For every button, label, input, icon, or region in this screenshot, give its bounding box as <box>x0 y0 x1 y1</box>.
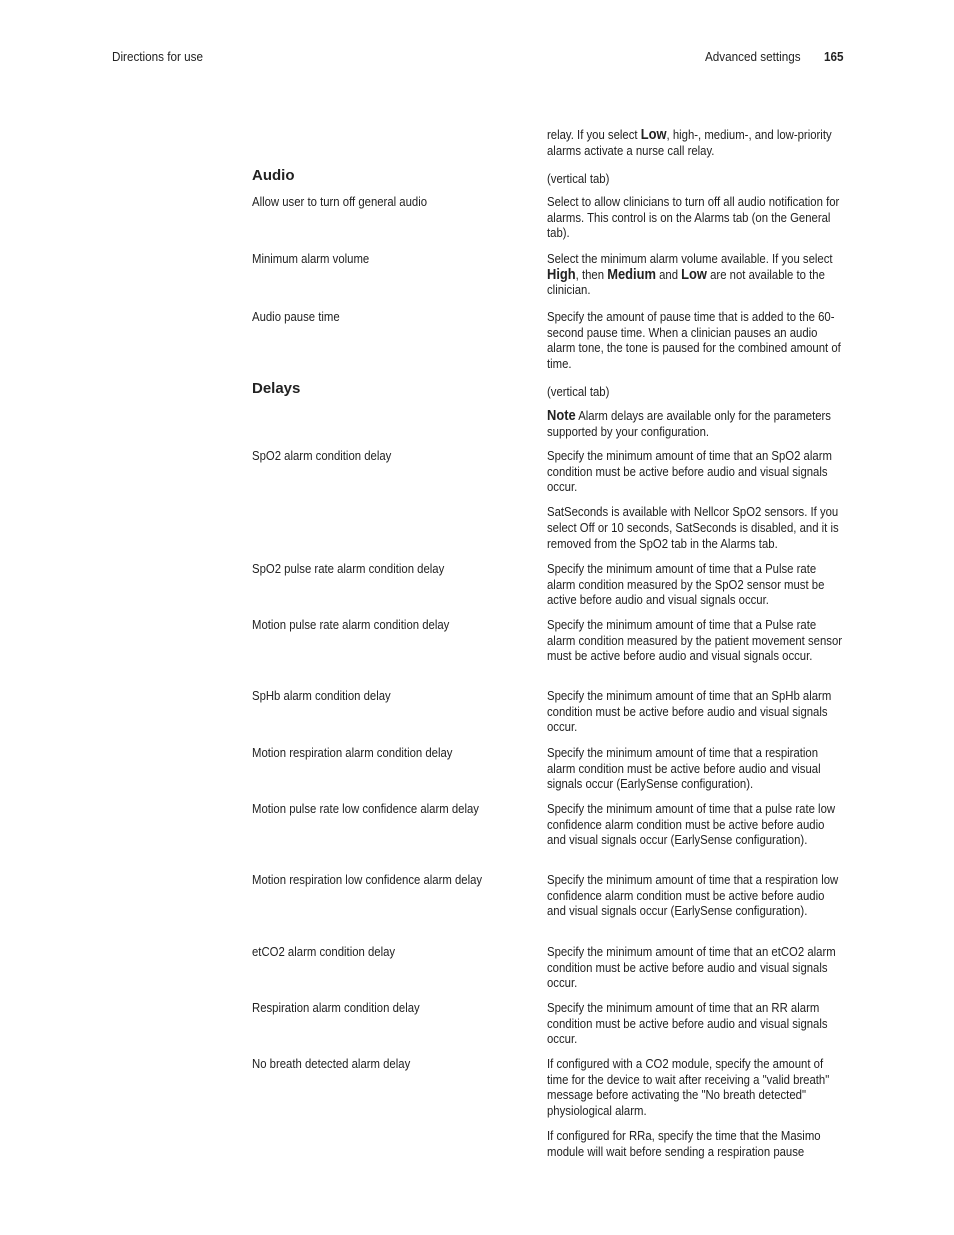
setting-label: Allow user to turn off general audio <box>252 194 428 209</box>
description-paragraph <box>547 688 843 735</box>
section-heading: Delays <box>252 380 301 397</box>
setting-label: No breath detected alarm delay <box>252 1056 411 1071</box>
description-paragraph <box>547 1128 843 1159</box>
description-paragraph <box>547 617 843 664</box>
description-paragraph <box>547 194 843 241</box>
text-run: Specify the minimum amount of time that a respiration low confidence alarm condition must be active before audio and visual signals occur (EarlySense configuration). <box>547 872 839 919</box>
description-paragraph <box>547 1000 843 1047</box>
description-paragraph <box>547 384 843 400</box>
description-paragraph <box>547 171 843 187</box>
text-run: are not available to the clinician. <box>547 266 825 298</box>
setting-description <box>547 801 843 857</box>
description-paragraph <box>547 448 843 495</box>
setting-description <box>547 688 843 744</box>
description-paragraph <box>547 127 843 158</box>
section-heading: Audio <box>252 167 295 184</box>
setting-label: Motion respiration low confidence alarm delay <box>252 872 483 887</box>
setting-description <box>547 127 843 167</box>
setting-description <box>547 944 843 1000</box>
text-run: Specify the amount of pause time that is added to the 60-second pause time. When a clinician pauses an audio alarm tone, the tone is paused for the combined amount of time. <box>547 309 841 372</box>
emphasis-term: Medium <box>607 265 656 283</box>
setting-label: SpO2 pulse rate alarm condition delay <box>252 561 445 576</box>
setting-description <box>547 1000 843 1056</box>
text-run: Specify the minimum amount of time that a respiration alarm condition must be active before audio and visual signals occur (EarlySense configuration). <box>547 745 821 792</box>
description-paragraph <box>547 801 843 848</box>
setting-label: Motion respiration alarm condition delay <box>252 745 453 760</box>
setting-description <box>547 561 843 617</box>
text-run: Specify the minimum amount of time that a Pulse rate alarm condition measured by the SpO2 sensor must be active before audio and visual signals occur. <box>547 561 825 608</box>
setting-description <box>547 384 843 409</box>
setting-description <box>547 309 843 381</box>
setting-label: Minimum alarm volume <box>252 251 370 266</box>
text-run: , then <box>575 266 608 282</box>
text-run: If configured with a CO2 module, specify the amount of time for the device to wait after receiving a "valid breath" message before activating the "No breath detected" physiological alarm. <box>547 1056 830 1119</box>
text-run: Select to allow clinicians to turn off all audio notification for alarms. This control is on the Alarms tab (on the General tab). <box>547 194 840 241</box>
text-run: Specify the minimum amount of time that an SpO2 alarm condition must be active before audio and visual signals occur. <box>547 448 832 495</box>
description-paragraph <box>547 561 843 608</box>
text-run: (vertical tab) <box>547 384 610 399</box>
setting-label: SpO2 alarm condition delay <box>252 448 392 463</box>
description-paragraph <box>547 745 843 792</box>
emphasis-term: Low <box>640 126 667 143</box>
emphasis-term: High <box>547 265 576 283</box>
text-run: , high-, medium-, and low-priority alarms activate a nurse call relay. <box>547 127 832 158</box>
running-header-left: Directions for use <box>112 49 204 64</box>
description-paragraph <box>547 309 843 372</box>
setting-description <box>547 408 843 448</box>
text-run: Specify the minimum amount of time that an RR alarm condition must be active before audio and visual signals occur. <box>547 1000 828 1047</box>
text-run: SatSeconds is available with Nellcor SpO2 sensors. If you select Off or 10 seconds, SatSeconds is disabled, and it is removed from the SpO2 tab in the Alarms tab. <box>547 504 839 551</box>
setting-label: SpHb alarm condition delay <box>252 688 391 703</box>
setting-description <box>547 872 843 928</box>
description-paragraph <box>547 408 843 439</box>
setting-label: Respiration alarm condition delay <box>252 1000 420 1015</box>
setting-description <box>547 251 843 307</box>
description-paragraph <box>547 944 843 991</box>
setting-label: etCO2 alarm condition delay <box>252 944 396 959</box>
setting-label: Motion pulse rate alarm condition delay <box>252 617 450 632</box>
setting-label: Motion pulse rate low confidence alarm delay <box>252 801 479 816</box>
emphasis-term: Note <box>547 407 576 424</box>
setting-description <box>547 448 843 560</box>
text-run: Specify the minimum amount of time that an etCO2 alarm condition must be active before audio and visual signals occur. <box>547 944 836 991</box>
text-run: If configured for RRa, specify the time that the Masimo module will wait before sending a respiration pause <box>547 1127 821 1159</box>
setting-description <box>547 745 843 801</box>
description-paragraph <box>547 504 843 551</box>
text-run: Specify the minimum amount of time that an SpHb alarm condition must be active before audio and visual signals occur. <box>547 688 832 735</box>
text-run: (vertical tab) <box>547 171 610 186</box>
setting-label: Audio pause time <box>252 309 340 324</box>
setting-description <box>547 171 843 196</box>
running-header-section: Advanced settings <box>705 49 801 64</box>
emphasis-term: Low <box>681 265 707 283</box>
setting-description <box>547 617 843 673</box>
description-paragraph <box>547 251 843 298</box>
text-run: Specify the minimum amount of time that a Pulse rate alarm condition measured by the patient movement sensor must be active before audio and visual signals occur. <box>547 617 843 664</box>
setting-description <box>547 194 843 250</box>
text-run: Select the minimum alarm volume available. If you select <box>547 251 833 266</box>
text-run: Alarm delays are available only for the parameters supported by your configuration. <box>547 408 831 439</box>
text-run: Specify the minimum amount of time that a pulse rate low confidence alarm condition must be active before audio and visual signals occur (EarlySense configuration). <box>547 801 836 848</box>
description-paragraph <box>547 872 843 919</box>
text-run: and <box>655 266 682 282</box>
page-number: 165 <box>824 49 844 64</box>
setting-description <box>547 1056 843 1168</box>
description-paragraph <box>547 1056 843 1119</box>
text-run: relay. If you select <box>547 127 641 142</box>
